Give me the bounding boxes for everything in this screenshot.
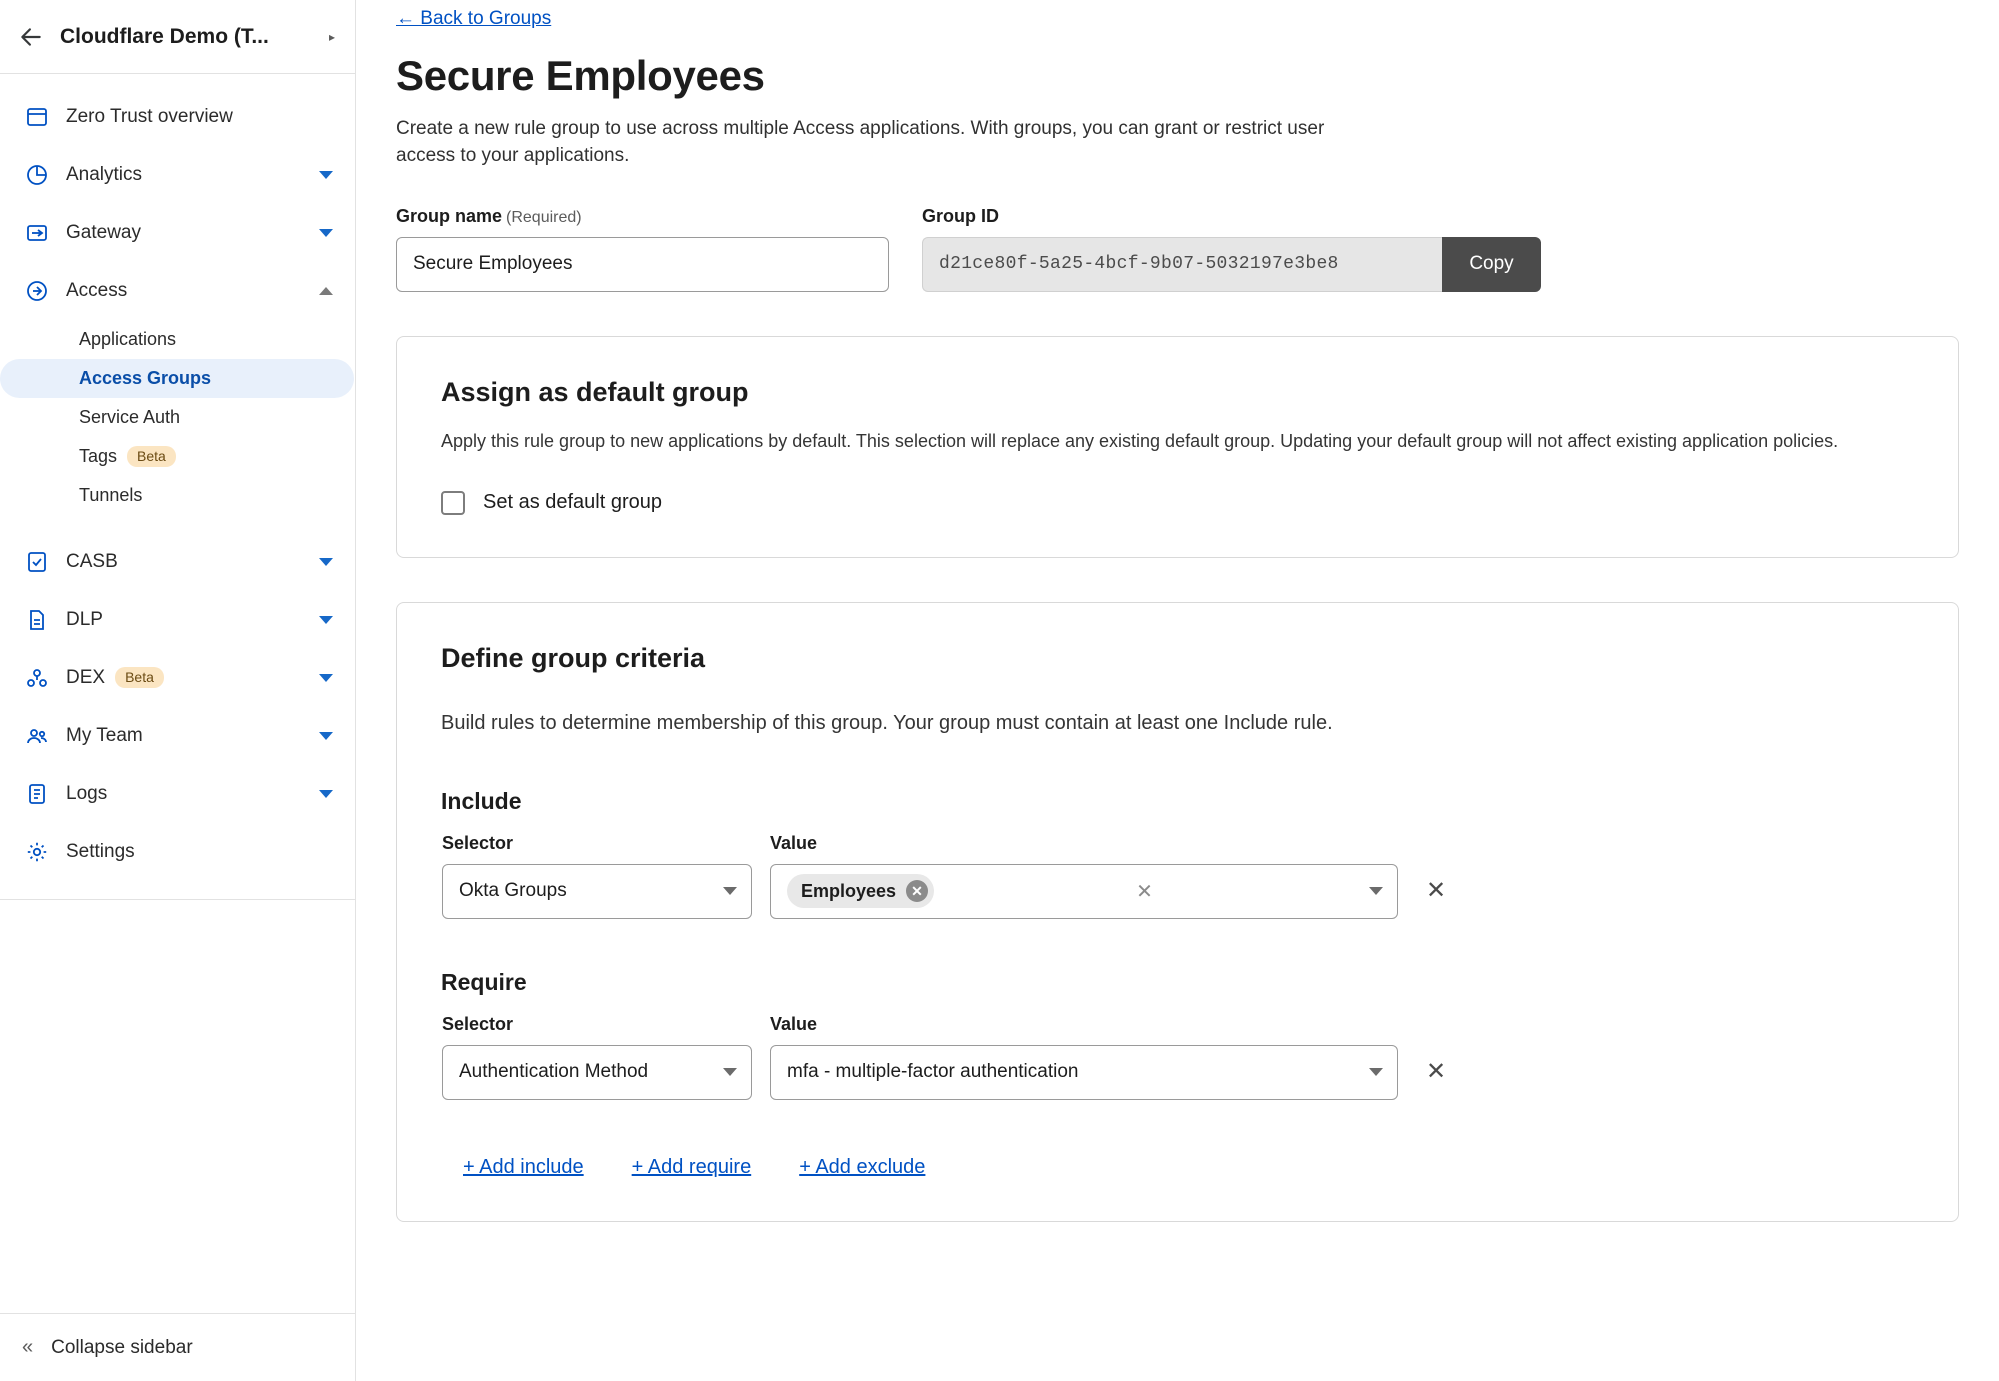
chevron-up-icon[interactable] [319,287,333,295]
back-to-groups-link[interactable]: ← Back to Groups [396,8,552,29]
sidebar-subitem-label: Access Groups [79,368,212,388]
dlp-doc-icon [24,607,50,633]
remove-include-rule-icon[interactable]: ✕ [1426,876,1447,904]
include-value-field [770,833,1398,919]
sidebar-divider [0,899,355,900]
page-title: Secure Employees [396,52,765,99]
casb-shield-icon [24,549,50,575]
sidebar-item-label: DLP [66,609,103,630]
include-section-heading: Include [441,787,522,814]
require-value-dropdown[interactable] [770,1045,1398,1100]
group-name-label [396,206,889,227]
group-id-control [922,237,1541,292]
main-content [356,0,1999,1381]
add-rule-links [441,1156,1914,1179]
beta-badge: Beta [127,446,176,467]
sidebar-item-text: DEX [66,667,106,688]
require-selector-label: Selector [442,1013,514,1034]
sidebar-item-my-team[interactable] [0,707,355,765]
require-rule-row [441,1014,1914,1100]
include-value-dropdown[interactable] [770,864,1398,919]
require-selector-field [442,1014,752,1100]
collapse-sidebar-button[interactable] [0,1313,355,1381]
chevron-down-icon [1369,1068,1383,1076]
set-default-group-label: Set as default group [483,491,663,514]
collapse-sidebar-label: Collapse sidebar [51,1336,193,1358]
set-default-group-checkbox[interactable] [441,491,465,515]
group-name-label-text: Group name [396,205,503,226]
chevron-down-icon[interactable] [319,674,333,682]
sidebar-item-logs[interactable] [0,765,355,823]
include-value-label: Value [770,832,818,853]
window-icon [24,104,50,130]
sidebar-subitem-label: Tunnels [79,485,143,505]
sidebar-item-tags[interactable] [0,437,355,476]
arrow-left-icon[interactable] [18,24,44,50]
group-name-field-wrap [396,206,889,292]
sidebar-subitem-label: Applications [79,329,177,349]
gear-icon [24,839,50,865]
require-value-text: mfa - multiple-factor authentication [787,1061,1079,1083]
define-group-criteria-card [396,602,1959,1222]
assign-default-group-card [396,336,1959,558]
add-include-link[interactable]: + Add include [463,1155,584,1178]
include-selector-dropdown[interactable] [442,864,752,919]
remove-token-icon[interactable]: ✕ [906,880,928,902]
add-require-link[interactable]: + Add require [631,1155,752,1178]
chevron-right-icon[interactable]: ▸ [328,29,335,44]
sidebar-item-access[interactable] [0,262,355,320]
sidebar-item-label: Gateway [66,222,141,243]
chevron-down-icon[interactable] [319,558,333,566]
sidebar-account-header[interactable] [0,0,355,74]
remove-require-rule-icon[interactable]: ✕ [1426,1057,1447,1085]
sidebar-item-applications[interactable] [0,320,355,359]
page-description: Create a new rule group to use across multiple Access applications. With groups, you can grant or restrict user access to your applications. [396,118,1325,166]
pie-chart-icon [24,162,50,188]
sidebar-item-label: Access [66,280,128,301]
chevron-down-icon[interactable] [319,229,333,237]
require-value-label: Value [770,1013,818,1034]
group-name-required-note: (Required) [506,208,582,226]
sidebar-item-label: Logs [66,783,108,804]
account-name: Cloudflare Demo (T... [60,24,269,48]
require-selector-dropdown[interactable] [442,1045,752,1100]
sidebar-item-gateway[interactable] [0,204,355,262]
set-default-group-row[interactable] [441,491,1914,515]
group-id-field-wrap [922,206,1541,292]
include-selector-field [442,833,752,919]
chevron-down-icon[interactable] [319,171,333,179]
sidebar-subitem-label: Service Auth [79,407,181,427]
define-group-criteria-description: Build rules to determine membership of this group. Your group must contain at least one Include rule. [441,711,1333,734]
gateway-icon [24,220,50,246]
sidebar-item-tunnels[interactable] [0,476,355,515]
sidebar-item-label: CASB [66,551,118,572]
include-value-token-label: Employees [801,880,897,901]
group-name-input[interactable] [396,237,889,292]
chevron-down-icon[interactable] [319,790,333,798]
sidebar-item-access-groups[interactable] [0,359,354,398]
chevron-down-icon [723,887,737,895]
sidebar-nav [0,74,355,1381]
sidebar-item-zero-trust-overview[interactable] [0,88,355,146]
users-icon [24,723,50,749]
chevron-down-icon [723,1068,737,1076]
require-section-heading: Require [441,968,527,995]
chevrons-left-icon: « [22,1336,34,1358]
sidebar-item-casb[interactable] [0,533,355,591]
sidebar-subitem-label: Tags [79,446,118,466]
define-group-criteria-title: Define group criteria [441,642,706,673]
sidebar-item-settings[interactable] [0,823,355,881]
sidebar-item-analytics[interactable] [0,146,355,204]
sidebar-item-label: Zero Trust overview [66,106,233,127]
sidebar [0,0,356,1381]
group-id-input[interactable] [922,237,1442,292]
assign-default-group-title: Assign as default group [441,376,749,407]
include-value-token [787,874,934,908]
sidebar-item-label: My Team [66,725,143,746]
sidebar-item-label [66,667,303,689]
group-identity-row [396,206,1959,292]
chevron-down-icon[interactable] [319,732,333,740]
dex-icon [24,665,50,691]
chevron-down-icon[interactable] [319,616,333,624]
clear-value-icon[interactable]: ✕ [1136,880,1153,903]
sidebar-item-service-auth[interactable] [0,398,355,437]
require-value-field [770,1014,1398,1100]
group-id-label: Group ID [922,205,999,226]
sidebar-item-label: Analytics [66,164,143,185]
include-rule-row [441,833,1914,919]
require-selector-value: Authentication Method [459,1061,649,1083]
add-exclude-link[interactable]: + Add exclude [799,1155,926,1178]
sidebar-item-label: Settings [66,841,135,862]
chevron-down-icon [1369,887,1383,895]
include-selector-label: Selector [442,832,514,853]
logs-icon [24,781,50,807]
include-selector-value: Okta Groups [459,880,567,902]
beta-badge: Beta [115,667,164,688]
sidebar-item-dlp[interactable] [0,591,355,649]
assign-default-group-description: Apply this rule group to new applications by default. This selection will replace any existing default group. Updating your default group will not affect existing application policies. [441,430,1839,451]
copy-group-id-button[interactable]: Copy [1442,237,1541,292]
access-icon [24,278,50,304]
sidebar-item-dex[interactable] [0,649,355,707]
